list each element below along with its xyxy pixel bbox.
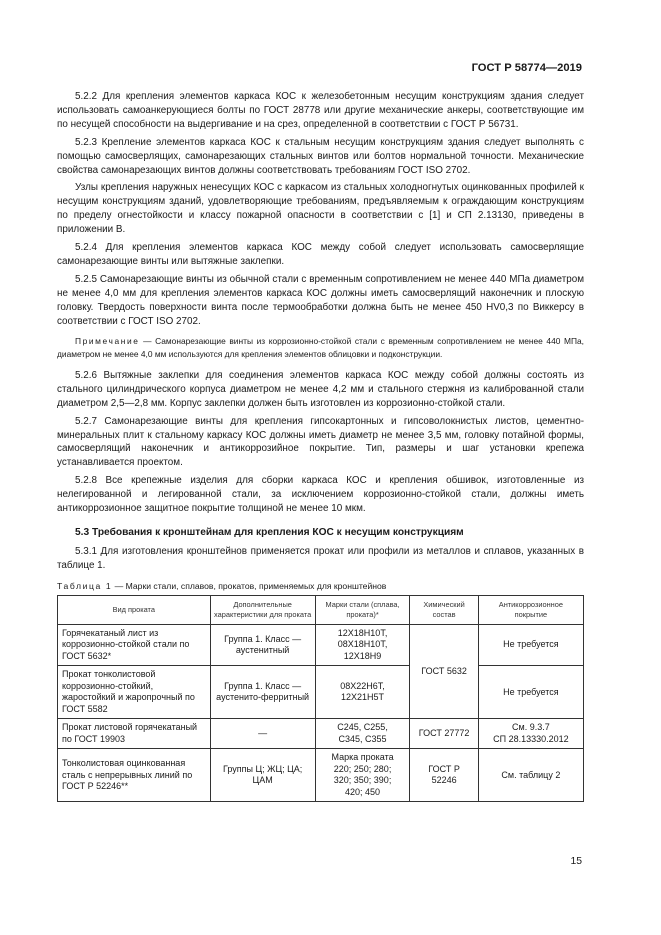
cell-product-type: Прокат листовой горячекатаный по ГОСТ 19903 [58, 719, 211, 749]
table-row [58, 666, 584, 719]
note-text: — Самонарезающие винты из коррозионно-стойкой стали с временным сопротивлением не менее 440 МПа, диаметром не менее 4,0 мм используются для крепления элементов облицовки и подконструкции. [57, 335, 584, 359]
cell-chemical: ГОСТ Р 52246 [410, 749, 478, 802]
table-caption-label: Таблица 1 [57, 580, 113, 591]
cell-grades: 08Х22Н6Т, 12Х21Н5Т [315, 666, 410, 719]
document-code-header: ГОСТ Р 58774—2019 [471, 62, 582, 74]
note-label: Примечание [75, 335, 140, 346]
cell-chemical: ГОСТ 27772 [410, 719, 478, 749]
paragraph-5-2-8: 5.2.8 Все крепежные изделия для сборки каркаса КОС и крепления обшивок, изготовленные из нелегированной и легированной стали, за исключением коррозионно-стойкой стали, должны иметь антикоррозионное защитное покрытие толщиной не менее 10 мкм. [57, 475, 584, 515]
header-product-type: Вид проката [58, 595, 211, 624]
table-caption [57, 581, 584, 591]
cell-grades: 12Х18Н10Т, 08Х18Н10Т, 12Х18Н9 [315, 624, 410, 666]
cell-coating: См. 9.3.7 СП 28.13330.2012 [478, 719, 583, 749]
paragraph-5-3-1: 5.3.1 Для изготовления кронштейнов применяется прокат или профили из металлов и сплавов, указанных в таблице 1. [57, 545, 584, 571]
paragraph-fastening-nodes: Узлы крепления наружных ненесущих КОС с каркасом из стальных холодногнутых оцинкованных профилей к несущим конструкциям зданий, удовлетворяющие требованиям, предъявляемым к ограждающим конструкциям по пределу огнестойкости и классу пожарной опасности в соответствии с [1] и СП 2.13130, приведены в приложении В. [57, 182, 584, 236]
cell-extra: Группа 1. Класс — аустенито-ферритный [210, 666, 315, 719]
cell-coating: Не требуется [478, 624, 583, 666]
header-chemical-composition: Химический состав [410, 595, 478, 624]
paragraph-5-2-4: 5.2.4 Для крепления элементов каркаса КОС между собой следует использовать самосверлящие самонарезающие винты или вытяжные заклепки. [57, 242, 584, 267]
cell-grades: Марка проката 220; 250; 280; 320; 350; 390; 420; 450 [315, 749, 410, 802]
cell-extra: Группы Ц; ЖЦ; ЦА; ЦАМ [210, 749, 315, 802]
cell-product-type: Прокат тонколистовой коррозионно-стойкий, жаростойкий и жаропрочный по ГОСТ 5582 [58, 666, 211, 719]
page-number: 15 [570, 856, 582, 867]
cell-extra: Группа 1. Класс — аустенитный [210, 624, 315, 666]
paragraph-5-2-7: 5.2.7 Самонарезающие винты для крепления гипсокартонных и гипсоволокнистых листов, цементно-минеральных плит к стальному каркасу КОС должны иметь диаметр не менее 3,5 мм, головку потайной формы, самосверлящий наконечник и антикоррозийное покрытие. Тип, размеры и шаг установки крепежа устанавливается проектом. [57, 415, 584, 469]
table-row [58, 719, 584, 749]
paragraph-5-2-2: 5.2.2 Для крепления элементов каркаса КОС к железобетонным несущим конструкциям здания следует использовать самоанкерующиеся болты по ГОСТ 28778 или другие механические анкеры, соответствующие им по несущей способности на выдергивание и на срез, определенной в соответствии с ГОСТ Р 56731. [57, 91, 584, 130]
header-anticorrosion-coating: Антикоррозионное покрытие [478, 595, 583, 624]
cell-extra: — [210, 719, 315, 749]
paragraph-5-2-3: 5.2.3 Крепление элементов каркаса КОС к стальным несущим конструкциям здания следует выполнять с помощью самосверлящих, самонарезающих стальных винтов или болтов нормальной точности. Механические свойства самонарезающих винтов должны соответствовать требованиям ГОСТ ISO 2702. [57, 136, 584, 176]
table-caption-text: — Марки стали, сплавов, прокатов, применяемых для кронштейнов [112, 580, 387, 591]
table-row [58, 749, 584, 802]
table-header-row [58, 595, 584, 624]
section-title-5-3: 5.3 Требования к кронштейнам для крепления КОС к несущим конструкциям [75, 526, 464, 538]
header-steel-grades: Марки стали (сплава, проката)* [315, 595, 410, 624]
header-extra-characteristics: Дополнительные характеристики для проката [210, 595, 315, 624]
cell-coating: Не требуется [478, 666, 583, 719]
paragraph-5-2-6: 5.2.6 Вытяжные заклепки для соединения элементов каркаса КОС между собой должны состоять из стального цилиндрического корпуса диаметром не менее 4,2 мм и стального стержня из калиброванной стали диаметром 2,5—2,8 мм. Корпус заклепки должен быть изготовлен из коррозионно-стойкой стали. [57, 369, 584, 409]
cell-chemical: ГОСТ 5632 [410, 624, 478, 719]
cell-grades: С245, С255, С345, С355 [315, 719, 410, 749]
table-row [58, 624, 584, 666]
cell-coating: См. таблицу 2 [478, 749, 583, 802]
note [57, 335, 584, 361]
steel-grades-table [57, 595, 584, 803]
cell-product-type: Тонколистовая оцинкованная сталь с непрерывных линий по ГОСТ Р 52246** [58, 749, 211, 802]
page-body [57, 90, 584, 802]
paragraph-5-2-5: 5.2.5 Самонарезающие винты из обычной стали с временным сопротивлением не менее 440 МПа диаметром не менее 4,0 мм для крепления элементов каркаса КОС должны иметь самосверлящий наконечник и плоскую головку. Твердость поверхности винта после термообработки должна быть не менее 450 HV0,3 по Виккерсу в соответствии с ГОСТ ISO 2702. [57, 273, 584, 327]
cell-product-type: Горячекатаный лист из коррозионно-стойкой стали по ГОСТ 5632* [58, 624, 211, 666]
